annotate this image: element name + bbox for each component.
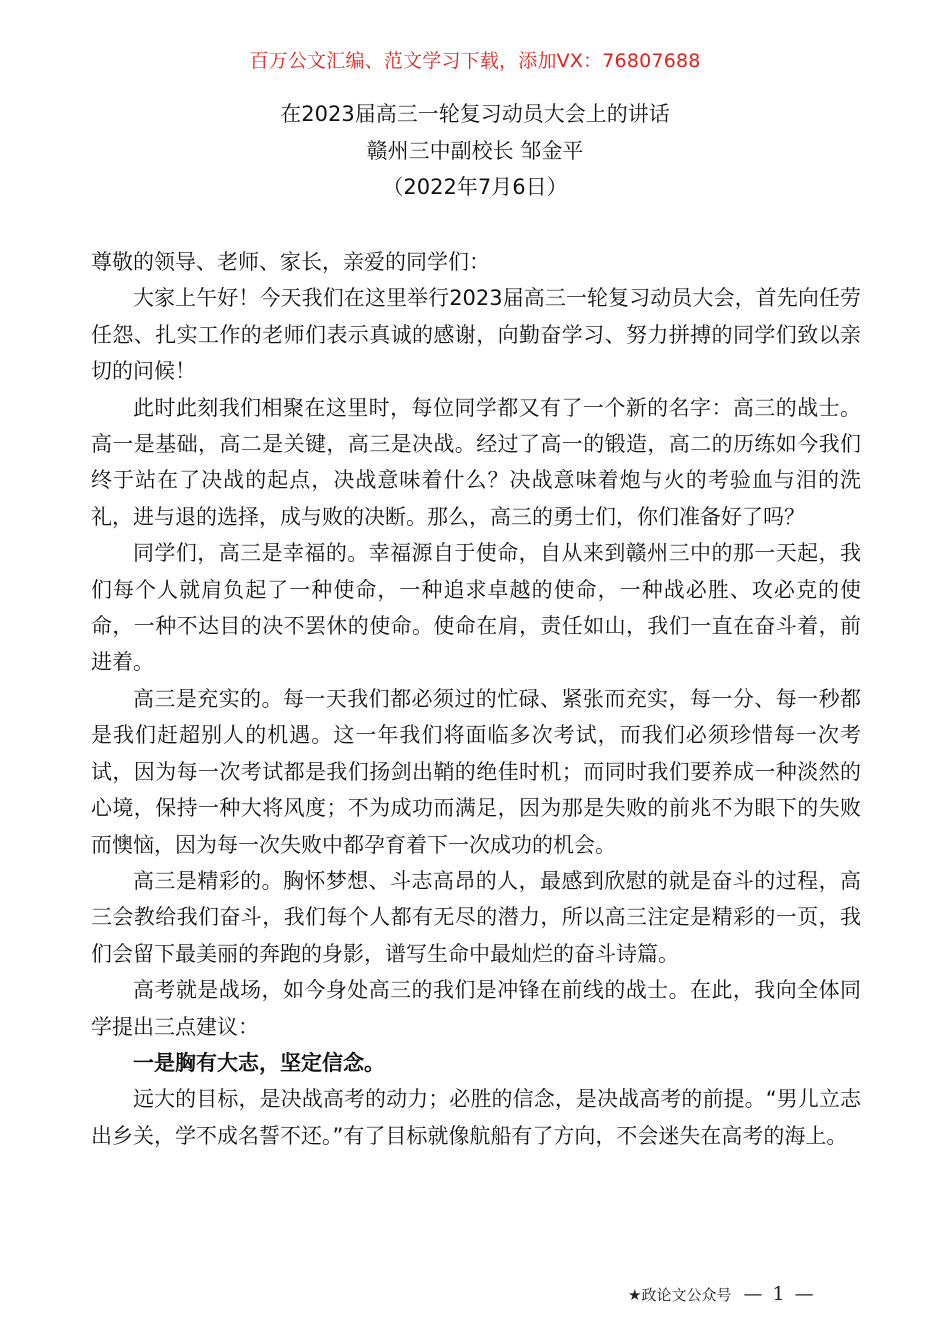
speech-body — [91, 244, 861, 1154]
paragraph-warriors: 此时此刻我们相聚在这里时，每位同学都又有了一个新的名字：高三的战士。高一是基础，高二是关键，高三是决战。经过了高一的锻造，高二的历练如今我们终于站在了决战的起点，决战意味着什么？决战意味着炮与火的考验血与泪的洗礼，进与退的选择，成与败的决断。那么，高三的勇士们，你们准备好了吗？ — [91, 395, 861, 529]
speech-title: 在2023届高三一轮复习动员大会上的讲话 — [280, 102, 670, 126]
paragraph-suggestions-intro: 高考就是战场，如今身处高三的我们是冲锋在前线的战士。在此，我向全体同学提出三点建议： — [91, 978, 861, 1039]
promo-banner: 百万公文汇编、范文学习下载，添加VX：76807688 — [249, 50, 701, 72]
footer-source: ★政论文公众号 — [628, 1286, 732, 1304]
page-footer — [628, 1283, 816, 1305]
paragraph-wonderful: 高三是精彩的。胸怀梦想、斗志高昂的人，最感到欣慰的就是奋斗的过程，高三会教给我们奋斗，我们每个人都有无尽的潜力，所以高三注定是精彩的一页，我们会留下最美丽的奔跑的身影，谱写生命中最灿烂的奋斗诗篇。 — [91, 868, 861, 966]
page-number: — 1 — — [743, 1283, 816, 1305]
speech-date: （2022年7月6日） — [382, 175, 568, 199]
speaker-line: 赣州三中副校长 邹金平 — [366, 139, 584, 163]
paragraph-fulfilling: 高三是充实的。每一天我们都必须过的忙碌、紧张而充实，每一分、每一秒都是我们赶超别人的机遇。这一年我们将面临多次考试，而我们必须珍惜每一次考试，因为每一次考试都是我们扬剑出鞘的绝佳时机；而同时我们要养成一种淡然的心境，保持一种大将风度；不为成功而满足，因为那是失败的前兆不为眼下的失败而懊恼，因为每一次失败中都孕育着下一次成功的机会。 — [91, 686, 861, 857]
paragraph-happy: 同学们，高三是幸福的。幸福源自于使命，自从来到赣州三中的那一天起，我们每个人就肩负起了一种使命，一种追求卓越的使命，一种战必胜、攻必克的使命，一种不达目的决不罢休的使命。使命在肩，责任如山，我们一直在奋斗着，前进着。 — [91, 541, 861, 675]
paragraph-greeting: 大家上午好！今天我们在这里举行2023届高三一轮复习动员大会，首先向任劳任怨、扎实工作的老师们表示真诚的感谢，向勤奋学习、努力拼搏的同学们致以亲切的问候！ — [91, 286, 861, 384]
point-one-text: 远大的目标，是决战高考的动力；必胜的信念，是决战高考的前提。“男儿立志出乡关，学不成名誓不还。”有了目标就像航船有了方向，不会迷失在高考的海上。 — [91, 1087, 861, 1148]
salutation: 尊敬的领导、老师、家长，亲爱的同学们： — [91, 250, 490, 274]
point-one-heading: 一是胸有大志，坚定信念。 — [133, 1050, 385, 1075]
